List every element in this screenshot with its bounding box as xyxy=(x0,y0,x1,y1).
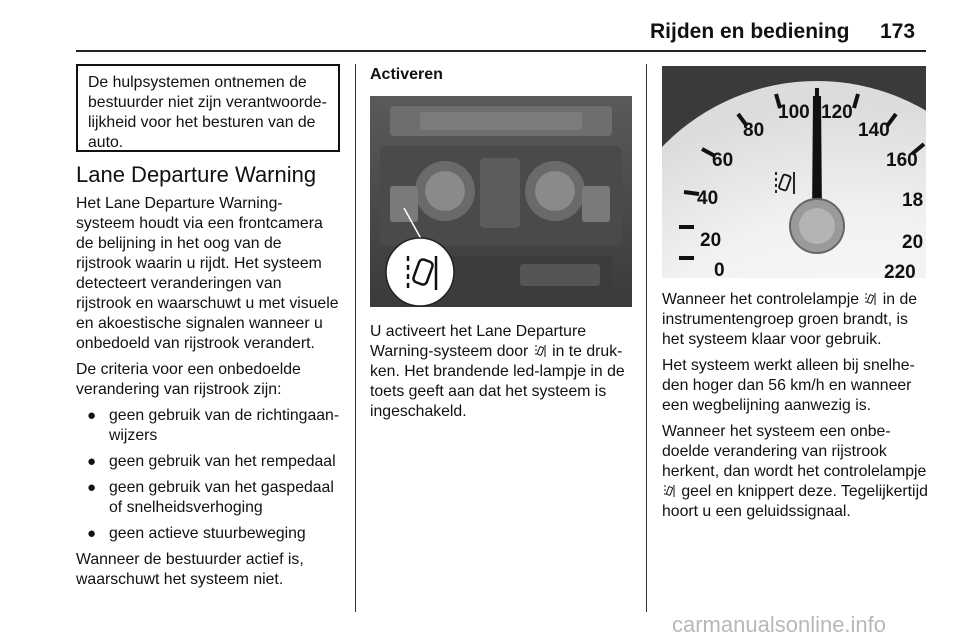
status-paragraph: Wanneer het controlelampje in de instrumentengroep groen brandt, is het systeem klaar voor gebruik. xyxy=(662,291,918,348)
left-column-body xyxy=(76,194,340,596)
intro-paragraph: Het Lane Departure Warning-systeem houdt via een frontcamera de belijning in het oog van de rijstrook waarin u rijdt. Het systeem detecteert veranderingen van rijstrook en waarschuwt u met visuele en akoestische signalen wanneer u onbedoeld van rijstrook verandert. xyxy=(76,195,339,352)
speed-label: 100 xyxy=(778,102,810,123)
speed-condition-paragraph: Het systeem werkt alleen bij snelheden hoger dan 56 km/h en wanneer een wegbelijning aanwezig is. xyxy=(662,357,915,414)
list-item: ● geen gebruik van de richtingaanwijzers xyxy=(87,407,340,444)
speed-label: 0 xyxy=(714,260,725,278)
speed-label: 20 xyxy=(700,230,722,251)
closing-paragraph: Wanneer de bestuurder actief is, waarschuwt het systeem niet. xyxy=(76,551,304,588)
bullet-icon: ● xyxy=(87,525,97,542)
page-number: 173 xyxy=(880,20,916,43)
speed-label: 20 xyxy=(902,232,924,253)
bullet-icon: ● xyxy=(87,479,97,496)
criteria-intro: De criteria voor een onbedoelde verandering van rijstrook zijn: xyxy=(76,361,301,398)
criteria-list xyxy=(76,406,340,544)
list-item: ● geen actieve stuurbeweging xyxy=(87,525,306,542)
notice-box xyxy=(76,64,340,152)
right-column-body xyxy=(662,290,928,528)
lane-departure-icon xyxy=(865,292,876,306)
column-divider-right xyxy=(646,64,647,612)
speed-label: 18 xyxy=(902,190,924,211)
list-item: ● geen gebruik van het rempedaal xyxy=(87,453,336,470)
speedometer-illustration xyxy=(662,66,926,278)
notice-text: De hulpsystemen ontnemen de bestuurder niet zijn verantwoordelijkheid voor het besturen van de auto. xyxy=(88,74,327,151)
speed-label: 220 xyxy=(884,262,916,278)
speed-label: 60 xyxy=(712,150,734,171)
subheading-activeren: Activeren xyxy=(370,66,443,83)
watermark: carmanualsonline.info xyxy=(672,612,887,637)
lane-departure-icon xyxy=(664,484,675,498)
middle-column-body xyxy=(370,322,634,428)
speed-label: 140 xyxy=(858,120,890,141)
speed-label: 120 xyxy=(821,102,853,123)
lane-departure-icon xyxy=(535,344,546,358)
speed-label: 160 xyxy=(886,150,918,171)
header-rule xyxy=(76,50,926,52)
column-divider-left xyxy=(355,64,356,612)
console-illustration xyxy=(370,96,632,307)
section-title: Lane Departure Warning xyxy=(76,162,317,187)
speed-label: 80 xyxy=(743,120,765,141)
bullet-icon: ● xyxy=(87,407,97,424)
speed-label: 40 xyxy=(697,188,719,209)
running-header-title: Rijden en bediening xyxy=(650,20,850,43)
warning-paragraph: Wanneer het systeem een onbedoelde verandering van rijstrook herkent, dan wordt het controlelampje geel en knippert deze. Tegelijkertijd hoort u een geluidssignaal. xyxy=(662,423,928,520)
list-item: ● geen gebruik van het gaspedaal of snelheidsverhoging xyxy=(87,479,334,516)
activation-paragraph: U activeert het Lane Departure Warning-systeem door in te drukken. Het brandende led-lampje in de toets geeft aan dat het systeem is ingeschakeld. xyxy=(370,323,625,420)
bullet-icon: ● xyxy=(87,453,97,470)
